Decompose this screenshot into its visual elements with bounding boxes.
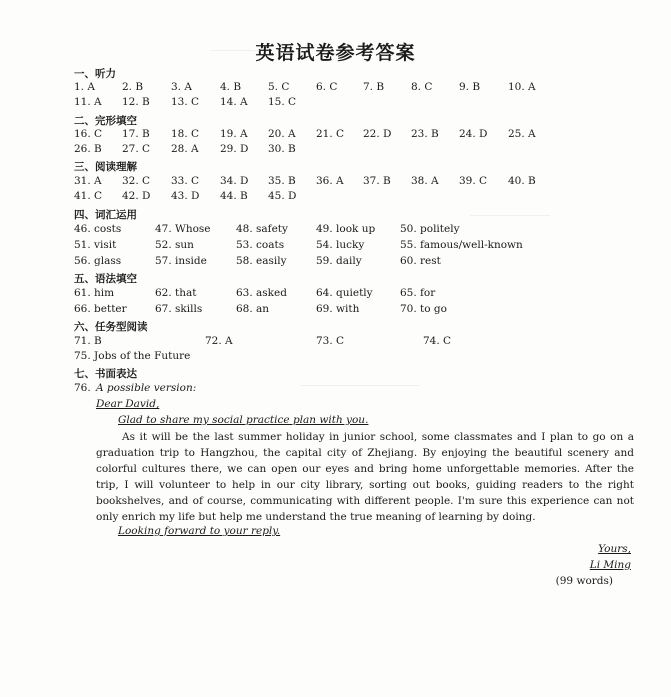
answer-item: 3. A <box>171 81 192 93</box>
answer-item: 49. look up <box>316 223 376 235</box>
answer-item: 56. glass <box>74 255 122 267</box>
section-heading-listening: 一、听力 <box>74 68 116 80</box>
answer-item: 5. C <box>268 81 290 93</box>
answer-item: 65. for <box>400 287 436 299</box>
section-heading-task-reading: 六、任务型阅读 <box>74 321 148 333</box>
answer-item: 68. an <box>236 303 270 315</box>
answer-item: 41. C <box>74 190 103 202</box>
answer-item: 2. B <box>122 81 144 93</box>
answer-item: 20. A <box>268 128 296 140</box>
question-number: 76. <box>74 382 91 394</box>
answer-item: 30. B <box>268 143 296 155</box>
answer-item: 33. C <box>171 175 200 187</box>
answer-item: 18. C <box>171 128 200 140</box>
answer-item: 14. A <box>220 96 248 108</box>
answer-item: 1. A <box>74 81 95 93</box>
answer-item: 50. politely <box>400 223 460 235</box>
answer-item: 22. D <box>363 128 392 140</box>
answer-item: 52. sun <box>155 239 194 251</box>
answer-item: 11. A <box>74 96 102 108</box>
answer-item: 43. D <box>171 190 200 202</box>
possible-version-label: A possible version: <box>96 382 197 394</box>
answer-item: 37. B <box>363 175 391 187</box>
answer-item: 24. D <box>459 128 488 140</box>
answer-item: 62. that <box>155 287 197 299</box>
answer-item: 19. A <box>220 128 248 140</box>
answer-item: 67. skills <box>155 303 203 315</box>
answer-item: 8. C <box>411 81 433 93</box>
answer-item: 26. B <box>74 143 102 155</box>
letter-greeting: Dear David, <box>96 398 160 410</box>
answer-item: 59. daily <box>316 255 362 267</box>
answer-item: 32. C <box>122 175 151 187</box>
answer-item: 31. A <box>74 175 102 187</box>
answer-item: 10. A <box>508 81 536 93</box>
letter-opening: Glad to share my social practice plan with you. <box>118 414 369 426</box>
answer-item: 6. C <box>316 81 338 93</box>
scan-artifact <box>210 50 260 51</box>
word-count: (99 words) <box>555 575 613 587</box>
answer-item: 47. Whose <box>155 223 211 235</box>
letter-closing: Looking forward to your reply. <box>118 525 281 537</box>
answer-item: 34. D <box>220 175 249 187</box>
answer-item: 4. B <box>220 81 242 93</box>
answer-item: 66. better <box>74 303 127 315</box>
answer-item: 21. C <box>316 128 345 140</box>
answer-item: 27. C <box>122 143 151 155</box>
answer-item: 7. B <box>363 81 385 93</box>
section-heading-writing: 七、书面表达 <box>74 368 137 380</box>
scan-artifact <box>470 215 550 216</box>
answer-item: 16. C <box>74 128 103 140</box>
answer-item: 46. costs <box>74 223 122 235</box>
section-heading-vocabulary: 四、词汇运用 <box>74 209 137 221</box>
answer-item: 35. B <box>268 175 296 187</box>
answer-item: 39. C <box>459 175 488 187</box>
answer-item: 38. A <box>411 175 439 187</box>
answer-item: 17. B <box>122 128 150 140</box>
answer-item: 15. C <box>268 96 297 108</box>
answer-item: 73. C <box>316 335 345 347</box>
answer-item: 45. D <box>268 190 297 202</box>
answer-item: 44. B <box>220 190 248 202</box>
answer-item: 61. him <box>74 287 115 299</box>
answer-item: 70. to go <box>400 303 447 315</box>
answer-item: 71. B <box>74 335 102 347</box>
answer-item: 29. D <box>220 143 249 155</box>
answer-item: 48. safety <box>236 223 288 235</box>
answer-item: 60. rest <box>400 255 441 267</box>
answer-item: 63. asked <box>236 287 287 299</box>
answer-item: 25. A <box>508 128 536 140</box>
answer-item: 64. quietly <box>316 287 373 299</box>
answer-item: 72. A <box>205 335 233 347</box>
letter-sign-off: Yours, <box>598 543 631 555</box>
scan-artifact <box>300 385 420 386</box>
answer-item: 12. B <box>122 96 150 108</box>
answer-item: 57. inside <box>155 255 207 267</box>
answer-item: 75. Jobs of the Future <box>74 350 191 362</box>
answer-item: 40. B <box>508 175 536 187</box>
answer-item: 23. B <box>411 128 439 140</box>
answer-item: 74. C <box>423 335 452 347</box>
answer-item: 53. coats <box>236 239 285 251</box>
section-heading-reading: 三、阅读理解 <box>74 161 137 173</box>
answer-item: 69. with <box>316 303 360 315</box>
answer-item: 42. D <box>122 190 151 202</box>
answer-item: 36. A <box>316 175 344 187</box>
answer-item: 28. A <box>171 143 199 155</box>
section-heading-cloze: 二、完形填空 <box>74 115 137 127</box>
answer-item: 55. famous/well-known <box>400 239 523 251</box>
section-heading-grammar: 五、语法填空 <box>74 273 137 285</box>
answer-item: 54. lucky <box>316 239 365 251</box>
answer-item: 13. C <box>171 96 200 108</box>
answer-item: 9. B <box>459 81 481 93</box>
answer-item: 51. visit <box>74 239 117 251</box>
letter-body: As it will be the last summer holiday in junior school, some classmates and I plan to go on a graduation trip to Hangzhou, the capital city of Zhejiang. By enjoying the beautiful scenery and colorful cultures there, we can open our eyes and bring home unforgettable memories. After the trip, I will volunteer to help in our city library, sorting out books, guiding readers to the right bookshelves, and of course, communicating with different people. I'm sure this experience can not only enrich my life but help me understand the true meaning of learning by doing. <box>96 431 634 523</box>
page-title: 英语试卷参考答案 <box>255 42 416 64</box>
answer-item: 58. easily <box>236 255 287 267</box>
letter-signature-name: Li Ming <box>589 559 631 571</box>
